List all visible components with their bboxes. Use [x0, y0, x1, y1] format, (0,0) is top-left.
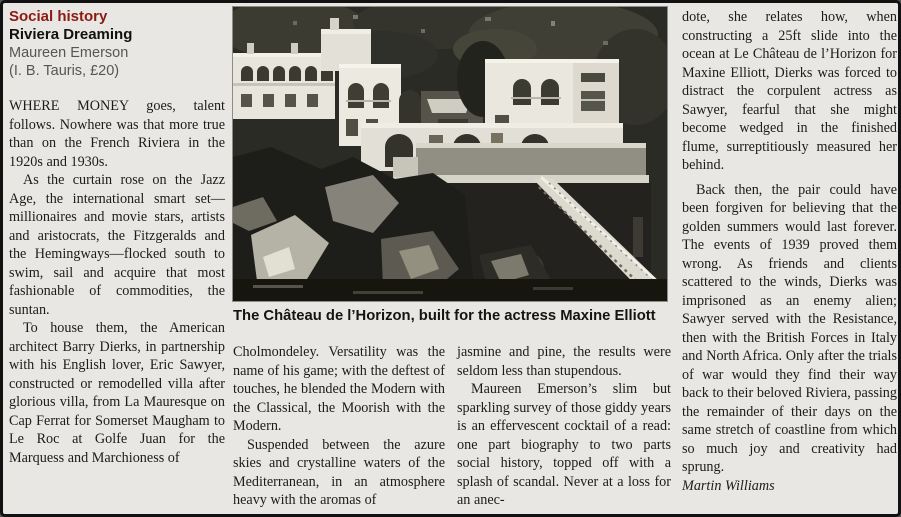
book-author: Maureen Emerson: [9, 45, 129, 61]
book-title: Riviera Dreaming: [9, 26, 133, 43]
body-paragraph: Back then, the pair could have been forgiven for believing that the golden summers would last forever. The events of 1939 proved them wrong. As friends and clients scattered to the winds, Dierks was imprisoned as an enemy alien; Sawyer served with the Resistance, then with the British Forces in Italy and North Africa. Only after the trials of war would they find their way back to their beloved Riviera, passing the remainder of their days on the same stretch of coastline from which so much joy and creativity had sprung.: [682, 181, 897, 475]
review-column-4: [682, 8, 897, 495]
review-header: [9, 8, 225, 80]
reviewer-byline: Martin Williams: [682, 477, 775, 494]
chateau-photo: [232, 6, 668, 302]
chateau-photo-illustration: [233, 7, 667, 301]
body-paragraph: dote, she relates how, when constructing a 25ft slide into the ocean at Le Château de l’Horizon for Maxine Elliott, Dierks was forced to distract the corpulent actress as Sawyer, fearful that she might become wedged in the finished flume, surreptitiously measured her behind.: [682, 9, 897, 173]
body-paragraph: WHERE MONEY goes, talent follows. Nowhere was that more true than on the French Riviera in the 1920s and 1930s.: [9, 98, 225, 170]
body-paragraph: Suspended between the azure skies and crystalline waters of the Mediterranean, in an atmosphere heavy with the aromas of: [233, 436, 445, 508]
body-paragraph: As the curtain rose on the Jazz Age, the international smart set—millionaires and movie stars, artists and aristocrats, the Fitzgeralds and the Hemingways—flocked south to swim, sail and acquire that most fashionable of commodities, the suntan.: [9, 172, 225, 318]
review-column-1: [9, 8, 225, 467]
villa-left-wing: [233, 43, 335, 119]
review-column-3: [457, 343, 671, 510]
body-paragraph: Maureen Emerson’s slim but sparkling survey of those giddy years is an effervescent cocktail of a read: one part biography to two parts social history, topped off with a splash of scandal. Never at a loss for an anec-: [457, 381, 671, 508]
sea-water: [233, 279, 667, 301]
body-paragraph: Cholmondeley. Versatility was the name of his game; with the deftest of touches, he blended the Modern with the Classical, the Moorish with the Modern.: [233, 344, 445, 434]
photo-caption: The Château de l’Horizon, built for the actress Maxine Elliott: [233, 308, 656, 324]
review-column-2: [233, 343, 445, 510]
body-paragraph: jasmine and pine, the results were seldom less than stupendous.: [457, 344, 671, 379]
section-heading: Social history: [9, 8, 108, 25]
book-publisher: (I. B. Tauris, £20): [9, 63, 120, 79]
body-paragraph: To house them, the American architect Barry Dierks, in partnership with his English lover, Eric Sawyer, constructed or remodelled villa after glorious villa, from La Mauresque on Cap Ferrat for Somerset Maugham to Le Roc at Golfe Juan for the Marquess and Marchioness of: [9, 320, 225, 466]
